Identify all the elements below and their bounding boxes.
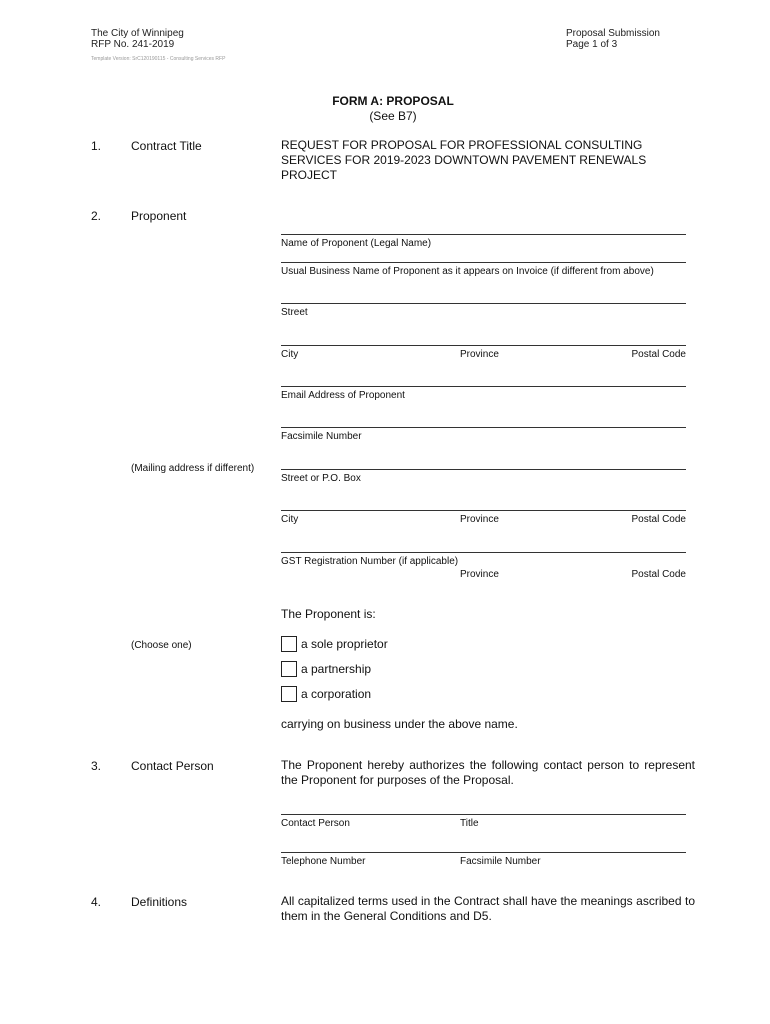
contact-person-title-field[interactable] xyxy=(281,814,686,815)
partnership-checkbox[interactable] xyxy=(281,661,297,677)
header-city: The City of Winnipeg xyxy=(91,28,184,39)
street-field[interactable] xyxy=(281,303,686,304)
gst-caption: GST Registration Number (if applicable) xyxy=(281,556,459,567)
carrying-on-business-text: carrying on business under the above name. xyxy=(281,717,518,731)
section-1-number: 1. xyxy=(91,139,102,153)
mailing-city-caption: City xyxy=(281,514,299,525)
telephone-fax-field[interactable] xyxy=(281,852,686,853)
contact-title-caption: Title xyxy=(460,818,479,829)
gst-number-field[interactable] xyxy=(281,552,686,553)
header-proposal-submission: Proposal Submission xyxy=(566,28,660,39)
header-page-number: Page 1 of 3 xyxy=(566,39,618,50)
definitions-text: All capitalized terms used in the Contract shall have the meanings ascribed to them in the General Conditions and D5. xyxy=(281,894,695,923)
facsimile-field[interactable] xyxy=(281,427,686,428)
header-rfp-number: RFP No. 241-2019 xyxy=(91,39,175,50)
email-field[interactable] xyxy=(281,386,686,387)
mailing-city-province-postal-field[interactable] xyxy=(281,510,686,511)
contract-title-line-2: SERVICES FOR 2019-2023 DOWNTOWN PAVEMENT RENEWALS xyxy=(281,153,647,167)
contact-person-caption: Contact Person xyxy=(281,818,350,829)
section-3-label: Contact Person xyxy=(131,759,214,773)
mailing-street-field[interactable] xyxy=(281,469,686,470)
postal-code-caption: Postal Code xyxy=(631,349,686,360)
usual-business-name-caption: Usual Business Name of Proponent as it appears on Invoice (if different from above) xyxy=(281,266,654,277)
contract-title-line-1: REQUEST FOR PROPOSAL FOR PROFESSIONAL CONSULTING xyxy=(281,138,643,152)
province-caption: Province xyxy=(460,349,499,360)
contact-authorization-text: The Proponent hereby authorizes the following contact person to represent the Proponent for purposes of the Proposal. xyxy=(281,758,695,787)
telephone-caption: Telephone Number xyxy=(281,856,366,867)
proponent-legal-name-field[interactable] xyxy=(281,234,686,235)
mailing-street-caption: Street or P.O. Box xyxy=(281,473,361,484)
street-caption: Street xyxy=(281,307,308,318)
sole-proprietor-checkbox[interactable] xyxy=(281,636,297,652)
gst-postal-code-caption: Postal Code xyxy=(631,569,686,580)
template-version-note: Template Version: SrC120190115 - Consulting Services RFP xyxy=(91,56,226,62)
corporation-label: a corporation xyxy=(301,687,372,701)
contact-fax-caption: Facsimile Number xyxy=(460,856,541,867)
corporation-checkbox[interactable] xyxy=(281,686,297,702)
choose-one-label: (Choose one) xyxy=(131,640,192,651)
sole-proprietor-label: a sole proprietor xyxy=(301,637,388,651)
section-4-number: 4. xyxy=(91,895,102,909)
mailing-address-label: (Mailing address if different) xyxy=(131,463,255,474)
form-title: FORM A: PROPOSAL xyxy=(332,94,454,108)
contract-title-line-3: PROJECT xyxy=(281,168,338,182)
section-2-number: 2. xyxy=(91,209,102,223)
proponent-is-label: The Proponent is: xyxy=(281,607,376,621)
section-4-label: Definitions xyxy=(131,895,188,909)
mailing-province-caption: Province xyxy=(460,514,499,525)
section-1-label: Contract Title xyxy=(131,139,202,153)
facsimile-caption: Facsimile Number xyxy=(281,431,362,442)
city-province-postal-field[interactable] xyxy=(281,345,686,346)
mailing-postal-code-caption: Postal Code xyxy=(631,514,686,525)
email-caption: Email Address of Proponent xyxy=(281,390,405,401)
usual-business-name-field[interactable] xyxy=(281,262,686,263)
partnership-label: a partnership xyxy=(301,662,372,676)
city-caption: City xyxy=(281,349,299,360)
section-3-number: 3. xyxy=(91,759,102,773)
form-subtitle: (See B7) xyxy=(369,109,417,123)
gst-province-caption: Province xyxy=(460,569,499,580)
section-2-label: Proponent xyxy=(131,209,187,223)
proponent-legal-name-caption: Name of Proponent (Legal Name) xyxy=(281,238,432,249)
